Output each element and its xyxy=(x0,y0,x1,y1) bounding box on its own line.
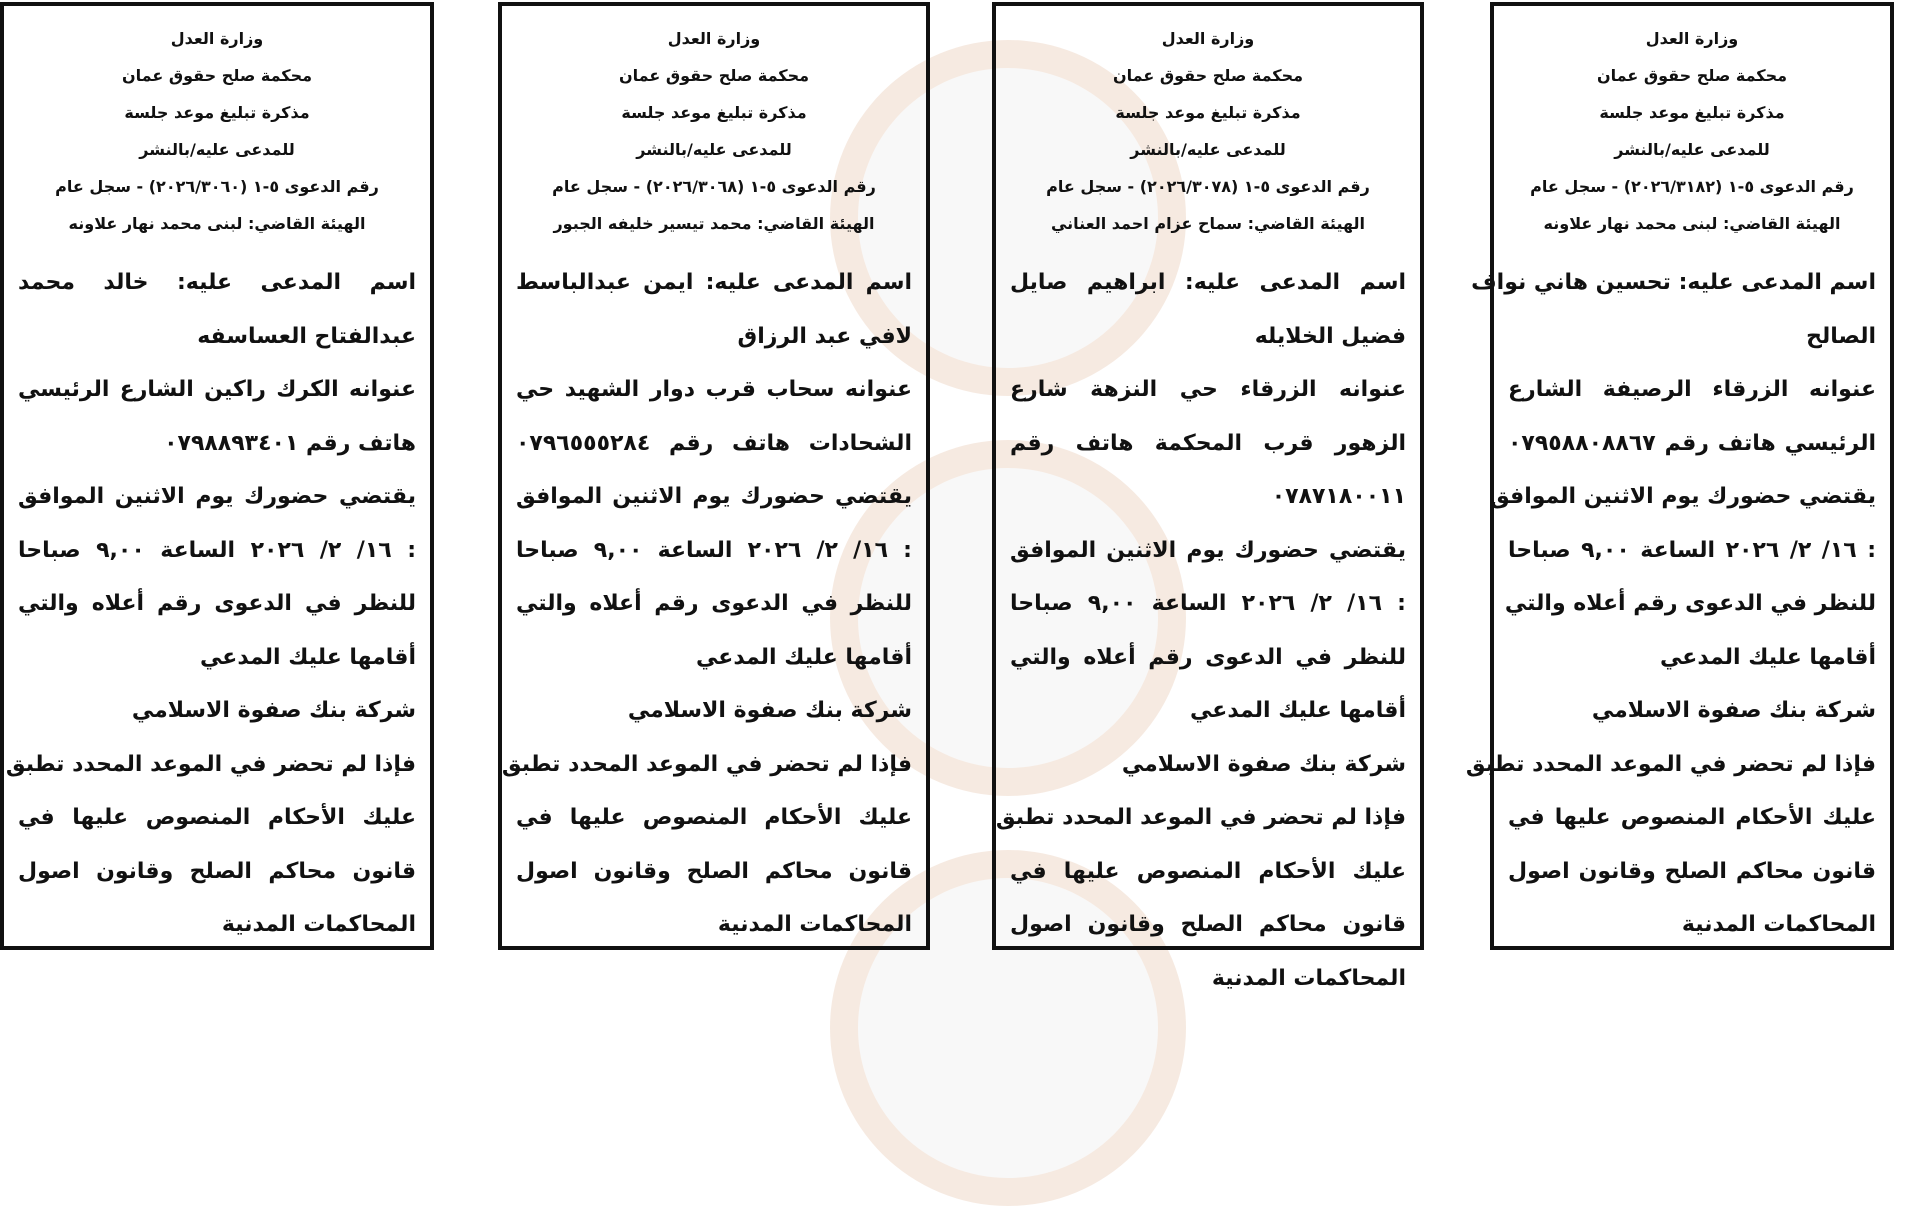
notice-body xyxy=(996,242,1420,1005)
notice-header-line: للمدعى عليه/بالنشر xyxy=(1614,140,1770,159)
notice-body-line: الرئيسي هاتف رقم ٠٧٩٥٨٨٠٨٨٦٧ xyxy=(1508,430,1876,456)
notice-header-line: وزارة العدل xyxy=(170,29,264,48)
notice-header-line: الهيئة القاضي: لبنى محمد نهار علاونه xyxy=(68,214,366,233)
notice-body-line: شركة بنك صفوة الاسلامي xyxy=(131,698,416,723)
notice-header-line: الهيئة القاضي: لبنى محمد نهار علاونه xyxy=(1543,214,1841,233)
notice-body-line: لافي عبد الرزاق xyxy=(737,323,912,349)
notice-body-line: عليك الأحكام المنصوص عليها في xyxy=(516,805,912,830)
notice-body-line: : ١٦/ ٢/ ٢٠٢٦ الساعة ٩,٠٠ صباحا xyxy=(1508,537,1877,563)
notice-body-line: عليك الأحكام المنصوص عليها في xyxy=(1010,858,1406,884)
notice-body-line: الشحادات هاتف رقم ٠٧٩٦٥٥٥٢٨٤ xyxy=(516,430,912,456)
notice-body-line: المحاكمات المدنية xyxy=(1681,912,1876,937)
notice-body-line: الزهور قرب المحكمة هاتف رقم xyxy=(1010,430,1406,456)
notice-body-line: هاتف رقم ٠٧٩٨٨٩٣٤٠١ xyxy=(164,430,416,456)
notice-header xyxy=(4,6,430,242)
notice-body-line: فإذا لم تحضر في الموعد المحدد تطبق xyxy=(501,751,912,777)
notice-body-line: يقتضي حضورك يوم الاثنين الموافق xyxy=(516,484,912,509)
notice-header-line: مذكرة تبليغ موعد جلسة xyxy=(1115,103,1301,122)
notice-header-line: مذكرة تبليغ موعد جلسة xyxy=(1599,103,1785,122)
notice-header-line: مذكرة تبليغ موعد جلسة xyxy=(124,103,310,122)
notice-header xyxy=(1494,6,1890,242)
notice-body-line: أقامها عليك المدعي xyxy=(200,644,416,670)
notice-body-line: المحاكمات المدنية xyxy=(221,912,416,937)
notice-body-line: ٠٧٨٧١٨٠٠١١ xyxy=(1271,484,1406,509)
notice-header-line: رقم الدعوى ٥-١ (٢٠٢٦/٣٠٦٨) - سجل عام xyxy=(552,177,876,196)
notice-body-line: قانون محاكم الصلح وقانون اصول xyxy=(1508,858,1876,884)
notice-body-line: اسم المدعى عليه: ايمن عبدالباسط xyxy=(516,270,912,295)
notice-body-line: عنوانه سحاب قرب دوار الشهيد حي xyxy=(516,377,912,402)
notice-body-line: : ١٦/ ٢/ ٢٠٢٦ الساعة ٩,٠٠ صباحا xyxy=(516,537,912,563)
notice-header-line: مذكرة تبليغ موعد جلسة xyxy=(621,103,807,122)
notice-body-line: أقامها عليك المدعي xyxy=(1660,644,1876,670)
notice-body-line: شركة بنك صفوة الاسلامي xyxy=(627,698,912,723)
notice-body-line: يقتضي حضورك يوم الاثنين الموافق xyxy=(1489,484,1876,509)
notice-header-line: محكمة صلح حقوق عمان xyxy=(121,66,313,85)
notice-body-line: اسم المدعى عليه: تحسين هاني نواف xyxy=(1471,270,1876,295)
notice-body-line: فإذا لم تحضر في الموعد المحدد تطبق xyxy=(1465,751,1876,777)
court-notice xyxy=(1465,2,1894,950)
notice-body-line: يقتضي حضورك يوم الاثنين الموافق xyxy=(18,484,416,509)
notice-body xyxy=(1465,242,1890,952)
notice-body-line: للنظر في الدعوى رقم أعلاه والتي xyxy=(1010,644,1406,670)
notice-header-line: رقم الدعوى ٥-١ (٢٠٢٦/٣٠٦٠) - سجل عام xyxy=(55,177,379,196)
notice-body-line: شركة بنك صفوة الاسلامي xyxy=(1591,698,1876,723)
notice-body-line: أقامها عليك المدعي xyxy=(1190,698,1406,723)
notice-body-line: عليك الأحكام المنصوص عليها في xyxy=(18,805,416,830)
notice-body-line: قانون محاكم الصلح وقانون اصول xyxy=(18,858,416,884)
notice-body-line: يقتضي حضورك يوم الاثنين الموافق xyxy=(1010,537,1406,563)
notice-header xyxy=(502,6,926,242)
notice-body-line: للنظر في الدعوى رقم أعلاه والتي xyxy=(1504,591,1876,616)
notice-body xyxy=(4,242,430,952)
court-notice xyxy=(0,2,434,950)
court-notice xyxy=(992,2,1424,991)
notice-body-line: عليك الأحكام المنصوص عليها في xyxy=(1508,805,1876,830)
notice-header-line: الهيئة القاضي: محمد تيسير خليفه الجبور xyxy=(553,214,875,233)
notice-body-line: قانون محاكم الصلح وقانون اصول xyxy=(516,858,912,884)
notice-header-line: للمدعى عليه/بالنشر xyxy=(636,140,792,159)
notice-body-line: عنوانه الكرك راكين الشارع الرئيسي xyxy=(18,377,416,402)
notice-body-line: اسم المدعى عليه: خالد محمد xyxy=(18,270,416,295)
notice-body-line: أقامها عليك المدعي xyxy=(696,644,912,670)
notice-body-line: : ١٦/ ٢/ ٢٠٢٦ الساعة ٩,٠٠ صباحا xyxy=(1010,591,1406,616)
notice-body-line: عنوانه الزرقاء حي النزهة شارع xyxy=(1010,377,1406,402)
notice-body-line: اسم المدعى عليه: ابراهيم صايل xyxy=(1010,270,1406,295)
notice-body-line: للنظر في الدعوى رقم أعلاه والتي xyxy=(516,591,912,616)
court-notice xyxy=(498,2,930,950)
notice-body xyxy=(502,242,926,952)
notice-body-line: عبدالفتاح العساسفه xyxy=(197,323,416,349)
notice-body-line: : ١٦/ ٢/ ٢٠٢٦ الساعة ٩,٠٠ صباحا xyxy=(18,537,417,563)
notice-body-line: فضيل الخلايله xyxy=(1254,323,1406,349)
notice-header-line: للمدعى عليه/بالنشر xyxy=(1130,140,1286,159)
notice-header xyxy=(996,6,1420,242)
notice-header-line: وزارة العدل xyxy=(1645,29,1739,48)
notice-header-line: رقم الدعوى ٥-١ (٢٠٢٦/٣١٨٢) - سجل عام xyxy=(1530,177,1854,196)
notice-body-line: فإذا لم تحضر في الموعد المحدد تطبق xyxy=(5,751,416,777)
notice-header-line: للمدعى عليه/بالنشر xyxy=(139,140,295,159)
notice-header-line: محكمة صلح حقوق عمان xyxy=(618,66,810,85)
notice-body-line: قانون محاكم الصلح وقانون اصول xyxy=(1010,912,1406,937)
notice-body-line: الصالح xyxy=(1806,323,1876,349)
notice-body-line: شركة بنك صفوة الاسلامي xyxy=(1121,751,1406,777)
notice-header-line: وزارة العدل xyxy=(667,29,761,48)
notice-header-line: محكمة صلح حقوق عمان xyxy=(1596,66,1788,85)
notice-header-line: وزارة العدل xyxy=(1161,29,1255,48)
notice-body-line: عنوانه الزرقاء الرصيفة الشارع xyxy=(1508,377,1876,402)
notice-header-line: رقم الدعوى ٥-١ (٢٠٢٦/٣٠٧٨) - سجل عام xyxy=(1046,177,1370,196)
notice-body-line: فإذا لم تحضر في الموعد المحدد تطبق xyxy=(995,805,1406,830)
notice-body-line: للنظر في الدعوى رقم أعلاه والتي xyxy=(18,591,416,616)
notice-body-line: المحاكمات المدنية xyxy=(1211,965,1406,991)
notice-header-line: الهيئة القاضي: سماح عزام احمد العناني xyxy=(1050,214,1366,233)
notice-header-line: محكمة صلح حقوق عمان xyxy=(1112,66,1304,85)
notice-body-line: المحاكمات المدنية xyxy=(717,912,912,937)
